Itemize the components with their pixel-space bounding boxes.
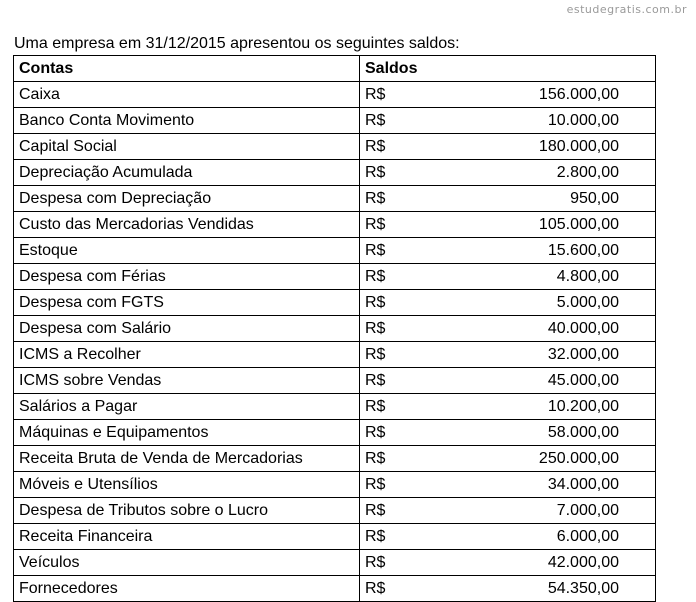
account-name-cell: Móveis e Utensílios: [14, 472, 360, 498]
balances-table: [13, 55, 656, 602]
balance-amount: 156.000,00: [538, 85, 619, 103]
balance-amount: 2.800,00: [556, 163, 619, 181]
account-name-cell: Depreciação Acumulada: [14, 160, 360, 186]
table-row: [14, 368, 656, 394]
balance-cell: [360, 186, 656, 212]
table-row: [14, 394, 656, 420]
balance-cell: [360, 264, 656, 290]
account-name-cell: Despesa com FGTS: [14, 290, 360, 316]
currency-symbol: R$: [365, 553, 386, 571]
table-row: [14, 290, 656, 316]
balance-cell: [360, 212, 656, 238]
table-row: [14, 82, 656, 108]
currency-symbol: R$: [365, 423, 386, 441]
currency-symbol: R$: [365, 397, 386, 415]
currency-symbol: R$: [365, 215, 386, 233]
balance-amount: 105.000,00: [538, 215, 619, 233]
account-name-cell: Veículos: [14, 550, 360, 576]
account-name-cell: Receita Financeira: [14, 524, 360, 550]
balance-cell: [360, 134, 656, 160]
table-row: [14, 316, 656, 342]
balance-cell: [360, 108, 656, 134]
balance-amount: 42.000,00: [547, 553, 619, 571]
account-name-cell: Despesa com Salário: [14, 316, 360, 342]
table-row: [14, 576, 656, 602]
currency-symbol: R$: [365, 371, 386, 389]
currency-symbol: R$: [365, 293, 386, 311]
currency-symbol: R$: [365, 319, 386, 337]
balance-amount: 45.000,00: [547, 371, 619, 389]
table-row: [14, 446, 656, 472]
table-row: [14, 264, 656, 290]
account-name-cell: Caixa: [14, 82, 360, 108]
balance-cell: [360, 472, 656, 498]
header-balances: Saldos: [360, 56, 656, 82]
balance-amount: 40.000,00: [547, 319, 619, 337]
account-name-cell: Fornecedores: [14, 576, 360, 602]
account-name-cell: Despesa de Tributos sobre o Lucro: [14, 498, 360, 524]
header-accounts: Contas: [14, 56, 360, 82]
currency-symbol: R$: [365, 85, 386, 103]
account-name-cell: Máquinas e Equipamentos: [14, 420, 360, 446]
balance-cell: [360, 238, 656, 264]
balance-amount: 180.000,00: [538, 137, 619, 155]
table-row: [14, 108, 656, 134]
table-row: [14, 550, 656, 576]
balance-amount: 5.000,00: [556, 293, 619, 311]
balance-amount: 10.000,00: [547, 111, 619, 129]
table-row: [14, 420, 656, 446]
account-name-cell: ICMS a Recolher: [14, 342, 360, 368]
balance-amount: 950,00: [570, 189, 619, 207]
table-row: [14, 472, 656, 498]
table-row: [14, 498, 656, 524]
balance-cell: [360, 290, 656, 316]
balance-cell: [360, 394, 656, 420]
balance-amount: 250.000,00: [538, 449, 619, 467]
account-name-cell: Despesa com Férias: [14, 264, 360, 290]
account-name-cell: ICMS sobre Vendas: [14, 368, 360, 394]
account-name-cell: Custo das Mercadorias Vendidas: [14, 212, 360, 238]
currency-symbol: R$: [365, 345, 386, 363]
balance-cell: [360, 316, 656, 342]
account-name-cell: Salários a Pagar: [14, 394, 360, 420]
currency-symbol: R$: [365, 475, 386, 493]
account-name-cell: Receita Bruta de Venda de Mercadorias: [14, 446, 360, 472]
account-name-cell: Estoque: [14, 238, 360, 264]
table-row: [14, 134, 656, 160]
balance-cell: [360, 550, 656, 576]
balance-cell: [360, 576, 656, 602]
currency-symbol: R$: [365, 501, 386, 519]
balance-amount: 6.000,00: [556, 527, 619, 545]
account-name-cell: Despesa com Depreciação: [14, 186, 360, 212]
balance-cell: [360, 498, 656, 524]
currency-symbol: R$: [365, 527, 386, 545]
balance-amount: 54.350,00: [547, 579, 619, 597]
balance-amount: 10.200,00: [547, 397, 619, 415]
account-name-cell: Capital Social: [14, 134, 360, 160]
balance-cell: [360, 420, 656, 446]
account-name-cell: Banco Conta Movimento: [14, 108, 360, 134]
table-row: [14, 342, 656, 368]
currency-symbol: R$: [365, 111, 386, 129]
balance-cell: [360, 368, 656, 394]
table-row: [14, 186, 656, 212]
currency-symbol: R$: [365, 449, 386, 467]
balance-cell: [360, 524, 656, 550]
currency-symbol: R$: [365, 189, 386, 207]
balance-amount: 58.000,00: [547, 423, 619, 441]
site-watermark: estudegratis.com.br: [566, 3, 687, 16]
table-row: [14, 238, 656, 264]
balance-cell: [360, 446, 656, 472]
currency-symbol: R$: [365, 267, 386, 285]
currency-symbol: R$: [365, 137, 386, 155]
table-row: [14, 160, 656, 186]
balance-cell: [360, 160, 656, 186]
balance-amount: 7.000,00: [556, 501, 619, 519]
balance-amount: 32.000,00: [547, 345, 619, 363]
intro-text: Uma empresa em 31/12/2015 apresentou os seguintes saldos:: [14, 35, 460, 52]
balance-amount: 4.800,00: [556, 267, 619, 285]
table-row: [14, 524, 656, 550]
balance-amount: 34.000,00: [547, 475, 619, 493]
table-header-row: [14, 56, 656, 82]
balance-amount: 15.600,00: [547, 241, 619, 259]
currency-symbol: R$: [365, 241, 386, 259]
balance-cell: [360, 82, 656, 108]
currency-symbol: R$: [365, 579, 386, 597]
balance-cell: [360, 342, 656, 368]
table-body: [14, 82, 656, 602]
table-row: [14, 212, 656, 238]
currency-symbol: R$: [365, 163, 386, 181]
